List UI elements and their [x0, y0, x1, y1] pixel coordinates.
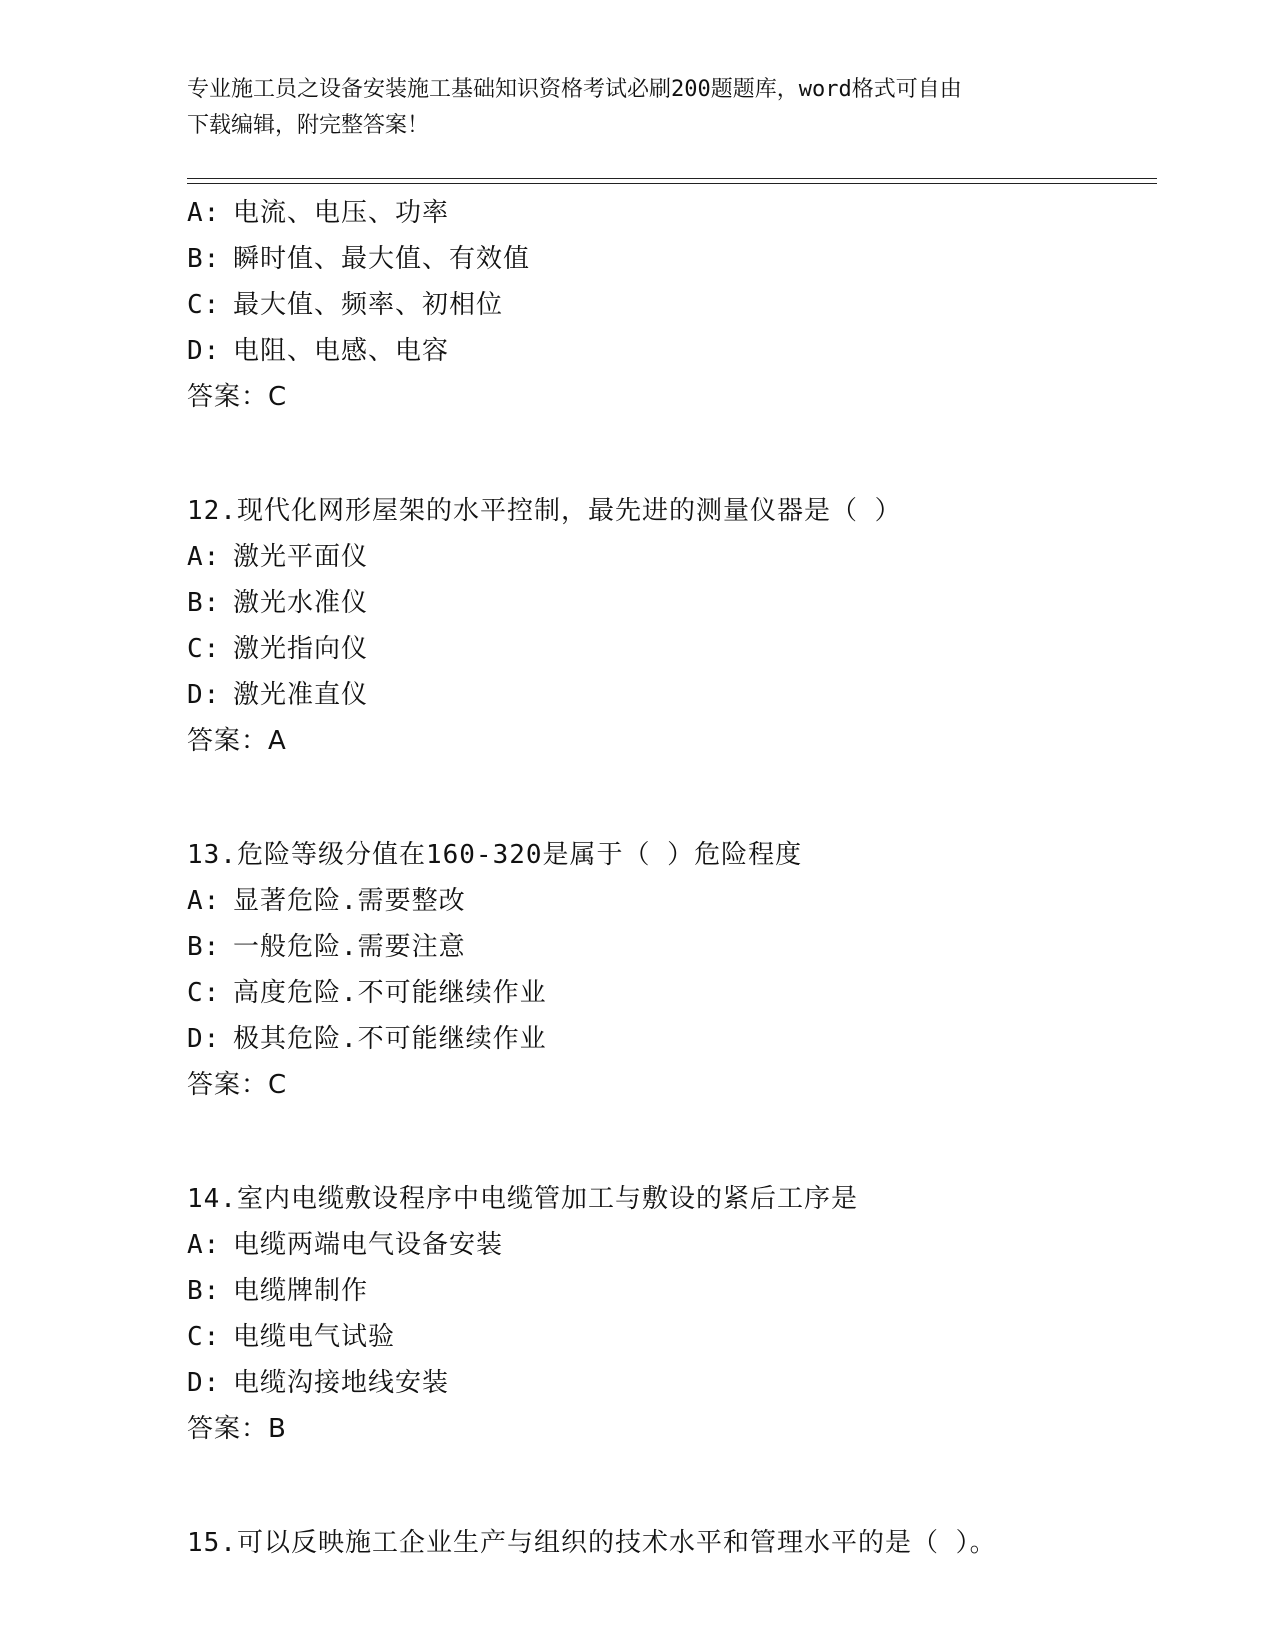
- option-text: 激光平面仪: [233, 542, 369, 572]
- option-text: 电缆两端电气设备安装: [233, 1230, 504, 1260]
- option-d: [187, 1360, 1157, 1406]
- option-text: 电缆电气试验: [233, 1322, 396, 1352]
- option-c: [187, 282, 1157, 328]
- option-key: C:: [187, 634, 221, 664]
- option-key: C:: [187, 290, 221, 320]
- option-b: [187, 236, 1157, 282]
- option-key: B:: [187, 588, 221, 618]
- option-key: A:: [187, 1230, 221, 1260]
- question-block-13: [187, 832, 1157, 1108]
- option-text: 电阻、电感、电容: [233, 336, 450, 366]
- question-text: 14.室内电缆敷设程序中电缆管加工与敷设的紧后工序是: [187, 1184, 858, 1214]
- question-block-12: [187, 488, 1157, 764]
- document-header: [187, 72, 1087, 144]
- spacer: [187, 1452, 1157, 1520]
- option-b: [187, 580, 1157, 626]
- option-key: A:: [187, 198, 221, 228]
- spacer: [187, 420, 1157, 488]
- option-a: [187, 1222, 1157, 1268]
- header-divider-top: [187, 178, 1157, 179]
- option-text: 高度危险.不可能继续作业: [233, 978, 547, 1008]
- answer-line: 答案：C: [187, 382, 288, 412]
- header-title-line-2: 下载编辑，附完整答案！: [187, 113, 430, 138]
- option-key: C:: [187, 1322, 221, 1352]
- answer-line: 答案：B: [187, 1414, 287, 1444]
- answer-line: 答案：A: [187, 726, 287, 756]
- option-key: A:: [187, 886, 221, 916]
- spacer: [187, 764, 1157, 832]
- option-c: [187, 970, 1157, 1016]
- option-text: 最大值、频率、初相位: [233, 290, 504, 320]
- option-d: [187, 672, 1157, 718]
- answer-line: 答案：C: [187, 1070, 288, 1100]
- question-list: [187, 190, 1157, 1566]
- option-text: 激光准直仪: [233, 680, 369, 710]
- option-key: C:: [187, 978, 221, 1008]
- header-title-line-1: 专业施工员之设备安装施工基础知识资格考试必刷200题题库，word格式可自由: [187, 77, 962, 102]
- question-text: 12.现代化网形屋架的水平控制，最先进的测量仪器是（ ）: [187, 496, 902, 526]
- question-text: 13.危险等级分值在160-320是属于（ ）危险程度: [187, 840, 803, 870]
- option-key: B:: [187, 244, 221, 274]
- option-text: 极其危险.不可能继续作业: [233, 1024, 547, 1054]
- question-block-14: [187, 1176, 1157, 1452]
- option-d: [187, 1016, 1157, 1062]
- option-key: B:: [187, 1276, 221, 1306]
- option-key: B:: [187, 932, 221, 962]
- option-key: D:: [187, 1024, 221, 1054]
- option-a: [187, 534, 1157, 580]
- option-key: D:: [187, 680, 221, 710]
- option-text: 电缆沟接地线安装: [233, 1368, 450, 1398]
- option-key: D:: [187, 336, 221, 366]
- option-a: [187, 878, 1157, 924]
- option-b: [187, 924, 1157, 970]
- option-b: [187, 1268, 1157, 1314]
- option-c: [187, 1314, 1157, 1360]
- option-c: [187, 626, 1157, 672]
- option-text: 激光水准仪: [233, 588, 369, 618]
- option-d: [187, 328, 1157, 374]
- option-text: 激光指向仪: [233, 634, 369, 664]
- option-a: [187, 190, 1157, 236]
- option-text: 一般危险.需要注意: [233, 932, 466, 962]
- option-key: A:: [187, 542, 221, 572]
- option-text: 显著危险.需要整改: [233, 886, 466, 916]
- header-divider-bottom: [187, 183, 1157, 184]
- question-block-15: [187, 1520, 1157, 1566]
- option-key: D:: [187, 1368, 221, 1398]
- question-text: 15.可以反映施工企业生产与组织的技术水平和管理水平的是（ ）。: [187, 1528, 997, 1558]
- option-text: 电缆牌制作: [233, 1276, 369, 1306]
- question-block-11: [187, 190, 1157, 420]
- option-text: 电流、电压、功率: [233, 198, 450, 228]
- option-text: 瞬时值、最大值、有效值: [233, 244, 531, 274]
- spacer: [187, 1108, 1157, 1176]
